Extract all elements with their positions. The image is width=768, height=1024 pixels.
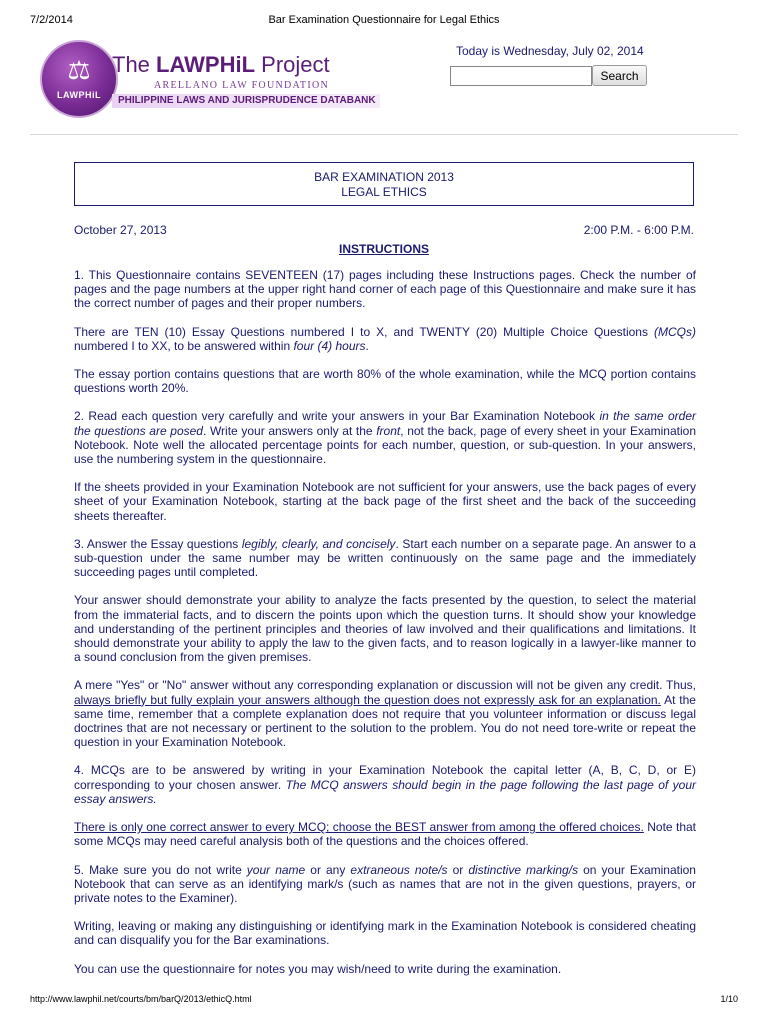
exam-subject: LEGAL ETHICS xyxy=(341,185,427,199)
page-number: 1/10 xyxy=(720,994,738,1004)
instruction-paragraph xyxy=(74,268,696,311)
header-divider xyxy=(30,134,738,135)
paragraph-run: distinctive marking/s xyxy=(468,862,579,877)
instruction-paragraph xyxy=(74,962,696,976)
foundation-seal xyxy=(40,40,118,118)
paragraph-run: Writing, leaving or making any distinguishing or identifying mark in the Examination Notebook is considered cheating and can disqualify you for the Bar examinations. xyxy=(74,919,696,948)
instructions-heading: INSTRUCTIONS xyxy=(339,242,429,256)
paragraph-run: . Start each number on a separate page. An answer to a sub-question under the same number may be written continuously on the same page and the immediately succeeding pages until completed. xyxy=(74,536,696,580)
page-url: http://www.lawphil.net/courts/bm/barQ/2013/ethicQ.html xyxy=(30,994,252,1004)
print-title: Bar Examination Questionnaire for Legal Ethics xyxy=(268,14,500,26)
paragraph-run: . xyxy=(365,338,369,353)
foundation-name: ARELLANO LAW FOUNDATION xyxy=(154,80,330,91)
paragraph-run: legibly, clearly, and concisely xyxy=(241,536,396,551)
paragraph-run: or xyxy=(447,862,469,877)
paragraph-run: (MCQs) xyxy=(654,324,696,339)
instruction-paragraph xyxy=(74,919,696,947)
print-date: 7/2/2014 xyxy=(30,14,73,26)
paragraph-run: 5. Make sure you do not write xyxy=(74,862,247,877)
brand-prefix: The xyxy=(112,52,157,77)
lawphil-logo[interactable] xyxy=(40,38,380,118)
instruction-paragraph xyxy=(74,537,696,580)
paragraph-run: or any xyxy=(305,862,351,877)
paragraph-run: , not the back, page of every sheet in your Examination Notebook. Note well the allocated percentage points for each number, question, or sub-question. In your answers, use the numbering system in the questionnaire. xyxy=(74,423,697,467)
paragraph-run: 3. Answer the Essay questions xyxy=(74,536,242,551)
exam-date: October 27, 2013 xyxy=(74,223,167,237)
exam-time: 2:00 P.M. - 6:00 P.M. xyxy=(583,223,694,237)
print-header xyxy=(30,14,738,28)
seal-label: LAWPHiL xyxy=(57,90,101,100)
paragraph-run: in the same order the questions are posed xyxy=(74,409,696,438)
paragraph-run: . Write your answers only at the xyxy=(202,423,377,438)
paragraph-run: The essay portion contains questions that are worth 80% of the whole examination, while the MCQ portion contains questions worth 20%. xyxy=(74,367,696,396)
instruction-paragraph xyxy=(74,480,696,523)
databank-tagline: PHILIPPINE LAWS AND JURISPRUDENCE DATABANK xyxy=(112,94,380,108)
paragraph-run: You can use the questionnaire for notes you may wish/need to write during the examination. xyxy=(74,961,562,976)
paragraph-run: your name xyxy=(246,862,306,877)
brand-suffix: Project xyxy=(255,52,330,77)
paragraph-run: always briefly but fully explain your answers although the question does not expressly ask for an explanation. xyxy=(74,692,661,707)
paragraph-run: At the same time, remember that a complete explanation does not require that you volunteer information or discuss legal doctrines that are not necessary or pertinent to the solution to the problem. You do not need tore-write or repeat the question in your Examination Notebook. xyxy=(74,692,696,750)
exam-meta xyxy=(74,223,694,237)
search-input[interactable] xyxy=(450,66,592,86)
paragraph-run: The MCQ answers should begin in the page following the last page of your essay answers. xyxy=(74,777,696,806)
paragraph-run: numbered I to XX, to be answered within xyxy=(74,338,294,353)
paragraph-run: extraneous note/s xyxy=(350,862,448,877)
search-button[interactable]: Search xyxy=(592,65,647,86)
paragraph-run: Note that some MCQs may need careful analysis both of the questions and the choices offered. xyxy=(74,820,696,849)
today-date: Today is Wednesday, July 02, 2014 xyxy=(456,44,644,58)
paragraph-run: on your Examination Notebook that can serve as an identifying mark/s (such as names that are not in the given questions, prayers, or private notes to the Examiner). xyxy=(74,862,696,905)
brand-name xyxy=(112,52,330,78)
exam-title-box xyxy=(74,162,694,206)
instruction-paragraph xyxy=(74,678,696,749)
paragraph-run: There is only one correct answer to every MCQ; choose the BEST answer from among the offered choices. xyxy=(74,820,644,835)
instructions-body xyxy=(74,268,696,990)
paragraph-run: 4. MCQs are to be answered by writing in your Examination Notebook the capital letter (A, B, C, D, or E) corresponding to your chosen answer. xyxy=(74,763,696,792)
instruction-paragraph xyxy=(74,409,696,466)
paragraph-run: four (4) hours xyxy=(293,338,366,353)
paragraph-run: 2. Read each question very carefully and write your answers in your Bar Examination Notebook xyxy=(74,409,600,424)
instruction-paragraph xyxy=(74,367,696,395)
paragraph-run: There are TEN (10) Essay Questions numbered I to X, and TWENTY (20) Multiple Choice Questions xyxy=(74,324,654,339)
paragraph-run: 1. This Questionnaire contains SEVENTEEN (17) pages including these Instructions pages. Check the number of pages and the page numbers at the upper right hand corner of each page of this Questionnaire and make sure it has the correct number of pages and their proper numbers. xyxy=(74,268,696,311)
exam-title: BAR EXAMINATION 2013 xyxy=(314,170,454,184)
instruction-paragraph xyxy=(74,763,696,806)
instruction-paragraph xyxy=(74,820,696,848)
instruction-paragraph xyxy=(74,593,696,664)
instruction-paragraph xyxy=(74,325,696,353)
instruction-paragraph xyxy=(74,863,696,906)
scales-of-justice-icon: ⚖ xyxy=(67,56,91,86)
paragraph-run: Your answer should demonstrate your ability to analyze the facts presented by the question, to select the material from the immaterial facts, and to discern the points upon which the question turns. It should show your knowledge and understanding of the pertinent principles and theories of law involved and their qualifications and limitations. It should demonstrate your ability to apply the law to the given facts, and to reason logically in a lawyer-like manner to a sound conclusion from the given premises. xyxy=(74,593,696,665)
brand-bold: LAWPHiL xyxy=(156,52,256,77)
paragraph-run: A mere "Yes" or "No" answer without any corresponding explanation or discussion will not be given any credit. Thus, xyxy=(74,678,696,693)
paragraph-run: If the sheets provided in your Examination Notebook are not sufficient for your answers, use the back pages of every sheet of your Examination Notebook, starting at the back page of the first sheet and the back of the succeeding sheets thereafter. xyxy=(74,480,696,523)
paragraph-run: front xyxy=(376,423,401,438)
